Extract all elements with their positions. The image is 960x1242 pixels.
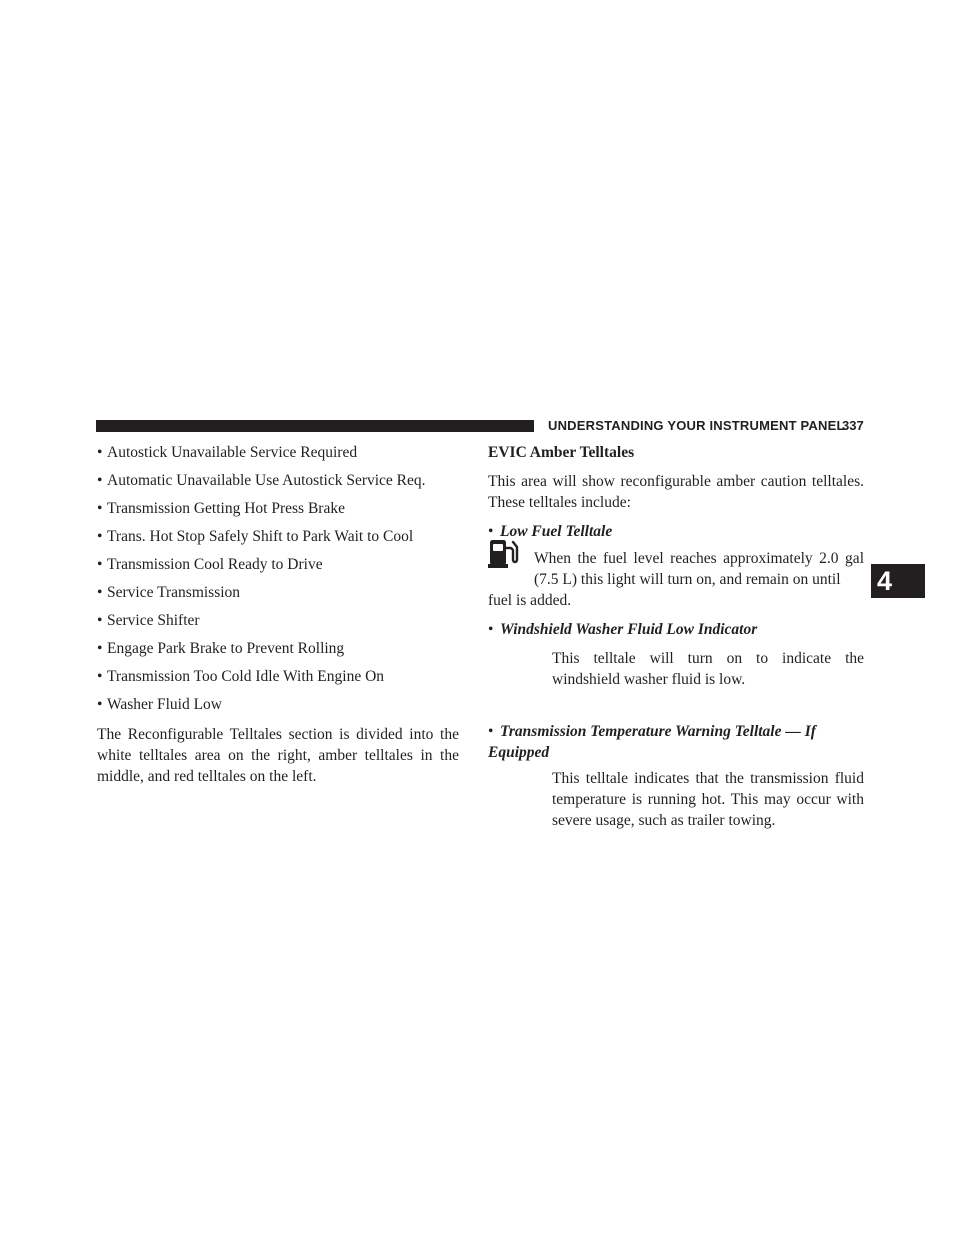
- low-fuel-description: When the fuel level reaches approximately 2.0 gal (7.5 L) this light will turn on, and remain on until fuel is added.: [488, 550, 864, 609]
- list-item: • Transmission Getting Hot Press Brake: [97, 500, 345, 517]
- list-item: • Autostick Unavailable Service Required: [97, 444, 358, 461]
- list-item: • Automatic Unavailable Use Autostick Service Req.: [97, 472, 426, 489]
- list-item: • Service Shifter: [97, 612, 200, 629]
- list-item: • Transmission Too Cold Idle With Engine On: [97, 668, 385, 685]
- fuel-pump-icon: [488, 536, 520, 570]
- list-item: • Trans. Hot Stop Safely Shift to Park Wait to Cool: [97, 528, 414, 545]
- message-list: [97, 442, 459, 722]
- left-column: [97, 442, 459, 787]
- section-heading: EVIC Amber Telltales: [488, 444, 635, 461]
- low-fuel-title: • Low Fuel Telltale: [488, 523, 613, 540]
- list-item: • Washer Fluid Low: [97, 696, 222, 713]
- section-title: UNDERSTANDING YOUR INSTRUMENT PANEL: [548, 418, 845, 433]
- intro-paragraph: This area will show reconfigurable amber caution telltales. These telltales include:: [488, 473, 864, 511]
- list-item: • Transmission Cool Ready to Drive: [97, 556, 323, 573]
- washer-fluid-title: • Windshield Washer Fluid Low Indicator: [488, 621, 758, 638]
- trans-temp-description: This telltale indicates that the transmission fluid temperature is running hot. This may occur with severe usage, such as trailer towing.: [552, 770, 864, 829]
- chapter-tab[interactable]: 4: [871, 564, 925, 598]
- list-item: • Service Transmission: [97, 584, 241, 601]
- page-number: 337: [842, 418, 864, 433]
- list-item: • Engage Park Brake to Prevent Rolling: [97, 640, 345, 657]
- right-column: [488, 442, 864, 831]
- trans-temp-title: • Transmission Temperature Warning Telltale — If Equipped: [488, 723, 816, 761]
- telltales-paragraph: The Reconfigurable Telltales section is divided into the white telltales area on the right, amber telltales in the middle, and red telltales on the left.: [97, 726, 459, 785]
- washer-fluid-description: This telltale will turn on to indicate the windshield washer fluid is low.: [552, 650, 864, 688]
- header-rule: [96, 420, 534, 432]
